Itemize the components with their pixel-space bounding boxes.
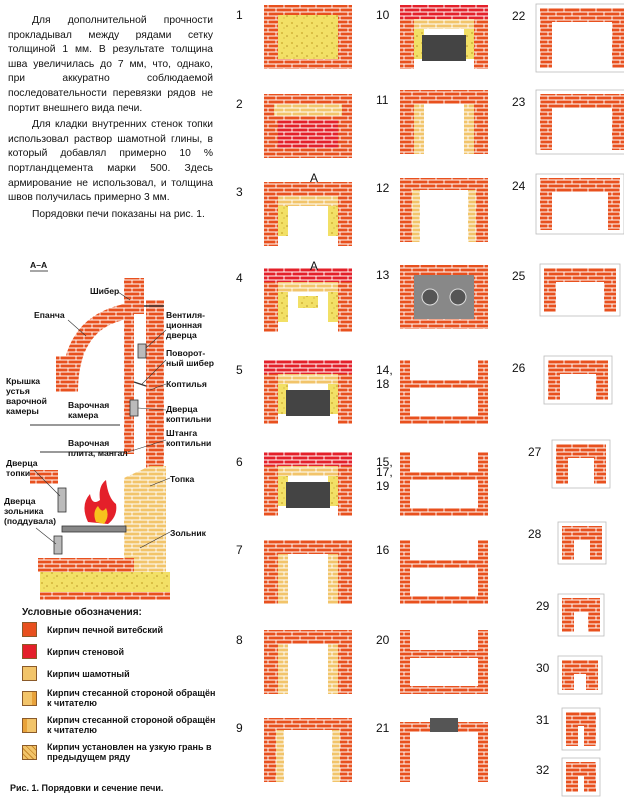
figure-caption: Рис. 1. Порядовки и сечение печи. [10,783,164,793]
brick-area [278,292,288,322]
brick-area [562,526,574,560]
row-plan [400,360,488,424]
row-plan [400,5,488,69]
row-number: 11 [376,93,389,107]
row-number: 24 [512,179,526,193]
legend-label: Кирпич установлен на узкую грань в предыдущем ряду [47,742,212,762]
brick-area [264,182,352,196]
row-number: 31 [536,713,550,727]
row-number: 22 [512,9,526,23]
brick-area [594,444,606,484]
brick-area [276,730,284,782]
row-number: 13 [376,268,390,282]
legend-item [22,622,222,637]
row-plan [512,90,624,154]
opening [568,458,594,484]
row-number: 30 [536,661,550,675]
row-plan [528,522,606,564]
brick-area [412,190,420,242]
brick-area [478,540,488,604]
brick-area [478,360,488,424]
legend-item [22,688,222,708]
brick-area [278,466,338,476]
label-plita-1: Варочная [68,438,110,448]
brick-area [328,554,338,604]
brick-area [264,554,278,604]
brick-area [400,596,488,604]
burner-icon [422,289,438,305]
brick-area [338,196,352,246]
legend [22,607,222,769]
brick-area [540,8,552,68]
section-title: А–А [30,260,48,270]
label-zolnik: Зольник [170,528,206,538]
brick-area [400,722,410,782]
label-epancha: Епанча [34,310,65,320]
legend-label: Кирпич стесанной стороной обращён к читателю [47,688,216,708]
row-plan [400,265,488,329]
label-dv-kopt-2: коптильни [166,414,212,424]
foundation [40,572,170,592]
brick-area [400,472,488,480]
paragraph-1: Для дополнительной прочности прокладывал между рядами сетку толщиной 1 мм. В результате толщина шва увеличилась до 7 мм, что, однако, при аккуратно соблюдаемой последовательности перевязки рядов не портит внешнего вида печи. [8,15,213,114]
brick-area [264,268,352,282]
brick-area [468,190,476,242]
label-kryshka-4: камеры [6,406,39,416]
brick-area [604,268,616,312]
brick-area [278,554,288,604]
brick-area [540,94,552,150]
opening [296,206,320,246]
row-plan [264,5,352,69]
row-number: 27 [528,445,542,459]
brick-area [340,718,352,782]
row-plan [400,630,488,694]
brick-area [264,374,278,424]
brick-area [264,360,352,374]
row-number: 7 [236,543,243,557]
brick-area [278,196,338,206]
brick-area [548,360,560,400]
brick-area [414,104,424,154]
brick-area [328,206,338,236]
brick-area [338,554,352,604]
brick-area [400,178,412,242]
label-dv-zoln-1: Дверца [4,496,36,506]
brick-area [566,762,578,792]
legend-swatch [22,745,37,760]
brick-area [264,282,278,332]
row-plan [512,356,612,404]
row-number: 15, [376,455,393,469]
row-plan [264,718,352,782]
brick-area [476,178,488,242]
row-plan [264,182,352,246]
paragraph-3: Порядовки печи показаны на рис. 1. [32,208,205,220]
brick-area [264,452,352,466]
row-plan [264,360,352,424]
brick-area [540,94,624,108]
opening [578,726,584,746]
brick-area [608,178,620,230]
row-number: 19 [376,479,390,493]
row-number: 21 [376,721,390,735]
burner-icon [450,289,466,305]
legend-title: Условные обозначения: [22,607,142,618]
row-plan [528,440,610,488]
opening [574,612,588,632]
opening [578,776,584,792]
brick-area [278,282,338,292]
brick-area [478,722,488,782]
brick-area [400,452,410,516]
label-dv-kopt-1: Дверца [166,404,198,414]
row-plan [512,4,624,72]
row-number: 18 [376,377,390,391]
row-number: 16 [376,543,390,557]
label-vent-1: Вентиля- [166,310,206,320]
brick-area [278,206,288,236]
brick-area [338,374,352,424]
grate [62,526,126,532]
opening [552,192,608,230]
brick-area [464,104,474,154]
rod [430,718,458,732]
brick-area [474,104,488,154]
brick-area [400,650,488,658]
brick-area [264,540,352,554]
brick-area [400,5,488,19]
label-dv-zoln-3: (поддувала) [4,516,57,526]
legend-item [22,666,222,681]
label-vent-2: ционная [166,320,202,330]
label-vent-3: дверца [166,330,197,340]
row-number: 29 [536,599,550,613]
brick-area [328,644,338,694]
brick-area [264,196,278,246]
brick-area [544,268,556,312]
row-number: 26 [512,361,526,375]
legend-item [22,715,222,735]
brick-area [588,598,600,632]
brick-area [400,178,488,190]
row-plan [400,452,488,516]
label-dv-topki-2: топки [6,468,31,478]
ashpit-door [54,536,62,554]
cut-marker: А [310,259,319,273]
row-number: 28 [528,527,542,541]
legend-item [22,742,222,762]
inner-wall [124,314,134,454]
row-plan [400,540,488,604]
label-kryshka-2: устья [6,386,30,396]
brick-area [590,526,602,560]
legend-label: Кирпич стесанной стороной обращён к читателю [47,715,216,735]
section-drawing [4,260,214,600]
chimney [124,278,144,314]
label-topka: Топка [170,474,195,484]
legend-label: Кирпич шамотный [47,668,130,679]
brick-area [338,466,352,516]
row-number: 10 [376,8,390,22]
brick-area [400,540,410,604]
brick-area [278,120,338,148]
row-number: 32 [536,763,550,777]
legend-swatch [22,666,37,681]
row-plan [264,630,352,694]
row-plan [536,656,602,694]
brick-area [400,19,414,69]
opening [574,540,590,560]
row-number: 25 [512,269,526,283]
opening [552,22,612,68]
brick-area [566,712,578,746]
door [286,482,330,508]
legend-swatch [22,718,37,733]
row-number: 3 [236,185,243,199]
row-plans [236,4,624,796]
brick-area [474,19,488,69]
label-koptilya: Коптилья [166,379,207,389]
brick-area [478,452,488,516]
row-number: 9 [236,721,243,735]
brick-area [540,8,624,22]
legend-label: Кирпич печной витебский [47,624,164,635]
row-number: 12 [376,181,390,195]
legend-swatch [22,644,37,659]
row-number: 1 [236,8,243,22]
brick-area [586,660,598,690]
label-varochnaya-2: камера [68,410,99,420]
brick-area [264,466,278,516]
brick-area [278,374,338,384]
legend-swatch [22,622,37,637]
brick-area [264,718,276,782]
row-plan [400,90,488,154]
brick-area [562,598,574,632]
brick-area [584,712,596,746]
brick-area [400,560,488,568]
row-number: 4 [236,271,243,285]
brick-area [298,296,318,308]
row-plan [536,758,600,796]
brick-area [400,630,410,694]
opening [556,282,604,312]
brick-area [400,90,488,104]
row-number: 14, [376,363,393,377]
firebox-door [58,488,66,512]
row-plan [536,594,604,636]
brick-area [332,730,340,782]
brick-area [274,104,342,116]
row-plan [400,178,488,242]
brick-area [478,630,488,694]
row-number: 2 [236,97,243,111]
opening [552,108,612,150]
cut-marker: А [310,171,319,185]
legend-label: Кирпич стеновой [47,646,125,657]
door [422,35,466,61]
label-shiber: Шибер [90,286,120,296]
brick-area [264,718,352,730]
label-povorot-1: Поворот- [166,348,206,358]
row-plan [400,718,488,782]
brick-area [264,644,278,694]
label-varochnaya-1: Варочная [68,400,110,410]
brick-area [612,94,624,150]
label-shtanga-1: Штанга [166,428,198,438]
brick-area [400,360,410,424]
row-plan [264,540,352,604]
brick-area [264,630,352,644]
brick-area [540,178,552,230]
opening [560,374,596,400]
label-shtanga-2: коптильни [166,438,212,448]
legend-item [22,644,222,659]
brick-area [278,644,288,694]
brick-area [400,508,488,516]
brick-area [338,644,352,694]
label-povorot-2: ный шибер [166,358,214,368]
row-number: 6 [236,455,243,469]
brick-area [400,686,488,694]
brick-area [400,416,488,424]
label-plita-2: плита, мангал [68,448,128,458]
legend-swatch [22,691,37,706]
paragraph-2: Для кладки внутренних стенок топки использовал раствор шамотной глины, в который добавлял примерно 10 % портландцемента марки 500. Здесь армирование не использовал, и толщина швов получилась примерно 3 мм. [8,119,213,204]
row-plan [512,174,624,234]
sand-fill [278,15,338,59]
label-kryshka-3: варочной [6,396,47,406]
brick-area [414,19,474,29]
brick-area [596,360,608,400]
label-kryshka-1: Крышка [6,376,41,386]
brick-area [562,660,574,690]
brick-area [338,282,352,332]
row-number: 23 [512,95,526,109]
door [286,390,330,416]
brick-area [556,444,568,484]
row-plan [512,264,620,316]
label-dv-topki-1: Дверца [6,458,38,468]
row-plan [264,268,352,332]
row-number: 20 [376,633,390,647]
row-number: 5 [236,363,243,377]
row-plan [264,452,352,516]
label-dv-zoln-2: зольника [4,506,44,516]
row-number: 8 [236,633,243,647]
row-plan [536,708,600,750]
brick-area [328,292,338,322]
opening [574,674,586,690]
brick-area [612,8,624,68]
brick-area [400,104,414,154]
brick-area [400,380,488,388]
row-plan [264,94,352,158]
row-number: 17, [376,465,393,479]
brick-area [584,762,596,792]
